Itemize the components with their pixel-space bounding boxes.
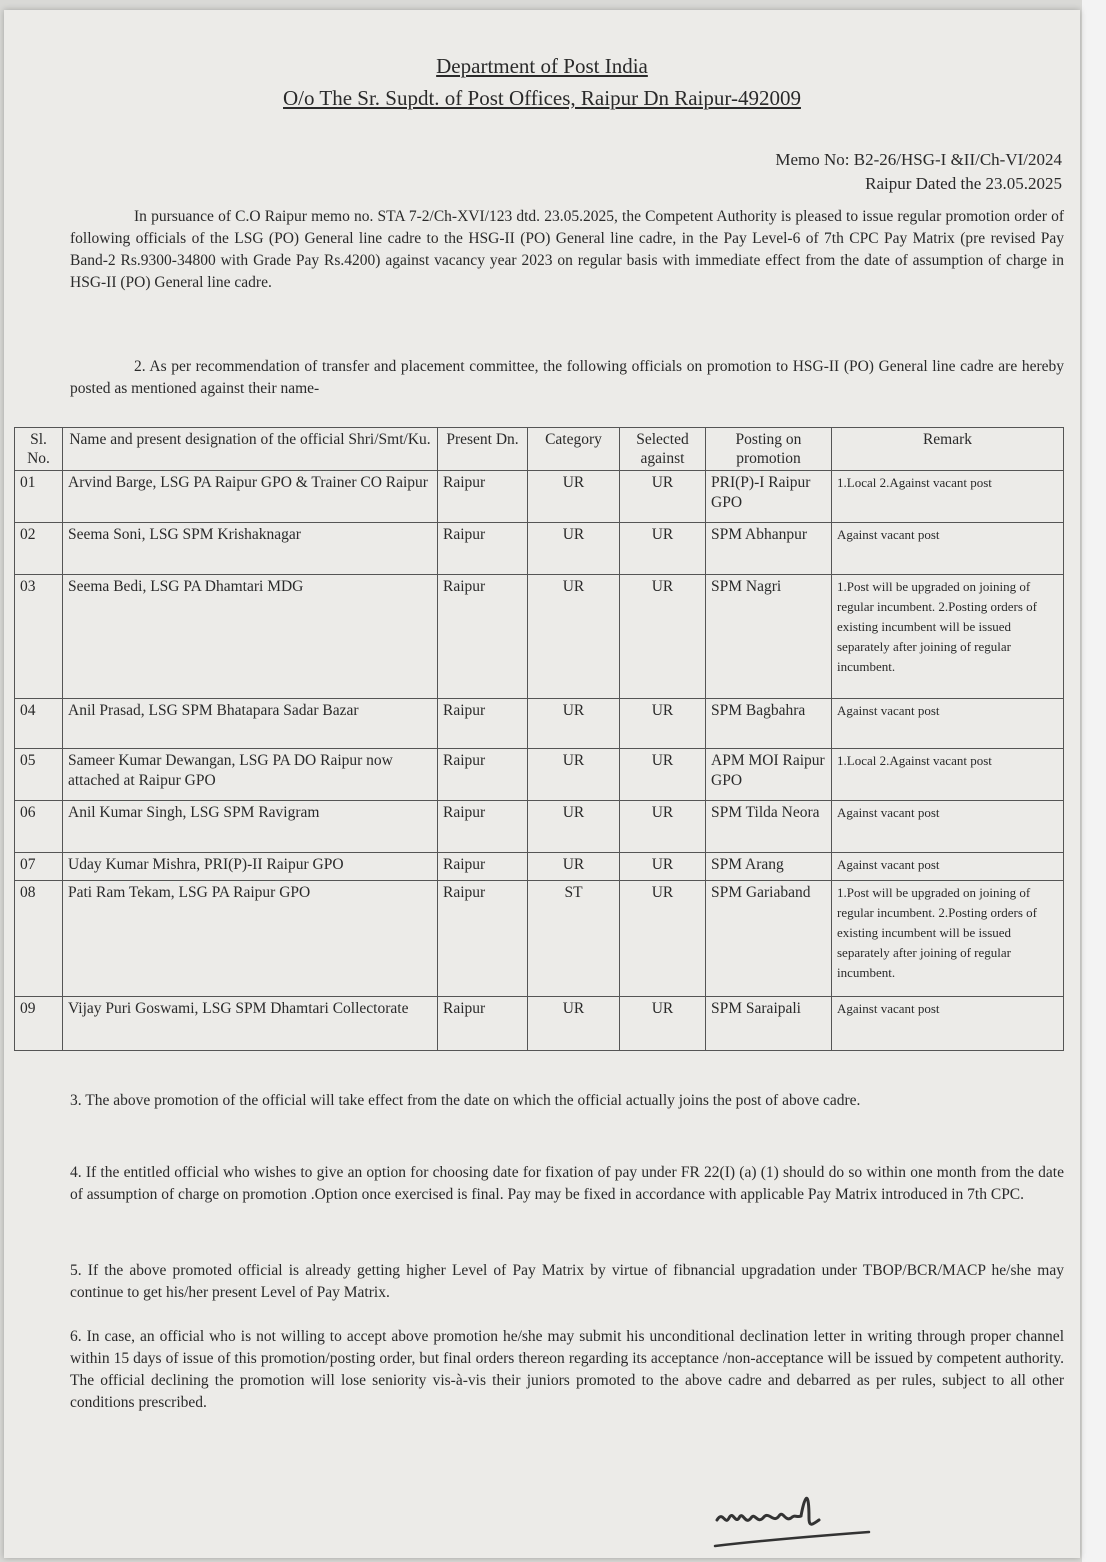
cell-selected: UR bbox=[620, 997, 706, 1051]
cell-dn: Raipur bbox=[438, 523, 528, 575]
cell-dn: Raipur bbox=[438, 699, 528, 749]
memo-number: Memo No: B2-26/HSG-I &II/Ch-VI/2024 bbox=[775, 150, 1062, 169]
cell-sl: 04 bbox=[15, 699, 63, 749]
cell-category: UR bbox=[528, 749, 620, 801]
cell-category: UR bbox=[528, 853, 620, 881]
department-title: Department of Post India bbox=[436, 54, 648, 78]
cell-name: Pati Ram Tekam, LSG PA Raipur GPO bbox=[63, 881, 438, 997]
cell-sl: 07 bbox=[15, 853, 63, 881]
cell-sl: 02 bbox=[15, 523, 63, 575]
col-sl-no: Sl. No. bbox=[15, 428, 63, 471]
table-row bbox=[15, 699, 1064, 749]
cell-name: Anil Prasad, LSG SPM Bhatapara Sadar Bazar bbox=[63, 699, 438, 749]
cell-dn: Raipur bbox=[438, 997, 528, 1051]
office-title: O/o The Sr. Supdt. of Post Offices, Raipur Dn Raipur-492009 bbox=[283, 86, 801, 110]
cell-posting: PRI(P)-I Raipur GPO bbox=[706, 471, 832, 523]
table-row bbox=[15, 749, 1064, 801]
col-present-dn: Present Dn. bbox=[438, 428, 528, 471]
cell-remark: Against vacant post bbox=[832, 997, 1064, 1051]
cell-dn: Raipur bbox=[438, 801, 528, 853]
cell-sl: 03 bbox=[15, 575, 63, 699]
cell-sl: 09 bbox=[15, 997, 63, 1051]
table-row bbox=[15, 523, 1064, 575]
cell-name: Vijay Puri Goswami, LSG SPM Dhamtari Collectorate bbox=[63, 997, 438, 1051]
cell-dn: Raipur bbox=[438, 853, 528, 881]
cell-category: UR bbox=[528, 997, 620, 1051]
paragraph-4: 4. If the entitled official who wishes to give an option for choosing date for fixation of pay under FR 22(I) (a) (1) should do so within one month from the date of assumption of charge on promotion .Option once exercised is final. Pay may be fixed in accordance with applicable Pay Matrix introduced in 7th CPC. bbox=[70, 1164, 1064, 1203]
table-row bbox=[15, 881, 1064, 997]
cell-category: UR bbox=[528, 699, 620, 749]
cell-dn: Raipur bbox=[438, 471, 528, 523]
cell-category: UR bbox=[528, 523, 620, 575]
cell-category: UR bbox=[528, 471, 620, 523]
cell-remark: 1.Post will be upgraded on joining of regular incumbent. 2.Posting orders of existing incumbent will be issued separately after joining of regular incumbent. bbox=[832, 575, 1064, 699]
cell-sl: 01 bbox=[15, 471, 63, 523]
cell-category: UR bbox=[528, 575, 620, 699]
cell-dn: Raipur bbox=[438, 575, 528, 699]
table-row bbox=[15, 853, 1064, 881]
cell-posting: SPM Saraipali bbox=[706, 997, 832, 1051]
cell-name: Anil Kumar Singh, LSG SPM Ravigram bbox=[63, 801, 438, 853]
cell-sl: 05 bbox=[15, 749, 63, 801]
page-edge bbox=[1082, 0, 1106, 1562]
paragraph-2: 2. As per recommendation of transfer and placement committee, the following officials on promotion to HSG-II (PO) General line cadre are hereby posted as mentioned against their name- bbox=[70, 358, 1064, 397]
cell-selected: UR bbox=[620, 881, 706, 997]
cell-selected: UR bbox=[620, 471, 706, 523]
cell-category: UR bbox=[528, 801, 620, 853]
cell-selected: UR bbox=[620, 699, 706, 749]
cell-remark: Against vacant post bbox=[832, 699, 1064, 749]
table-row bbox=[15, 575, 1064, 699]
table-row bbox=[15, 801, 1064, 853]
cell-selected: UR bbox=[620, 749, 706, 801]
table-row bbox=[15, 997, 1064, 1051]
table-row bbox=[15, 471, 1064, 523]
cell-name: Uday Kumar Mishra, PRI(P)-II Raipur GPO bbox=[63, 853, 438, 881]
cell-sl: 06 bbox=[15, 801, 63, 853]
cell-posting: SPM Abhanpur bbox=[706, 523, 832, 575]
cell-dn: Raipur bbox=[438, 749, 528, 801]
promotion-table bbox=[14, 427, 1064, 1051]
cell-posting: SPM Gariaband bbox=[706, 881, 832, 997]
cell-selected: UR bbox=[620, 801, 706, 853]
col-remark: Remark bbox=[832, 428, 1064, 471]
cell-remark: 1.Post will be upgraded on joining of regular incumbent. 2.Posting orders of existing incumbent will be issued separately after joining of regular incumbent. bbox=[832, 881, 1064, 997]
memo-block bbox=[775, 148, 1062, 196]
cell-name: Arvind Barge, LSG PA Raipur GPO & Trainer CO Raipur bbox=[63, 471, 438, 523]
paragraph-3: 3. The above promotion of the official will take effect from the date on which the official actually joins the post of above cadre. bbox=[70, 1092, 861, 1109]
document-page bbox=[4, 10, 1080, 1558]
cell-name: Sameer Kumar Dewangan, LSG PA DO Raipur now attached at Raipur GPO bbox=[63, 749, 438, 801]
cell-remark: 1.Local 2.Against vacant post bbox=[832, 749, 1064, 801]
cell-posting: SPM Bagbahra bbox=[706, 699, 832, 749]
cell-dn: Raipur bbox=[438, 881, 528, 997]
col-posting: Posting on promotion bbox=[706, 428, 832, 471]
paragraph-1: In pursuance of C.O Raipur memo no. STA 7-2/Ch-XVI/123 dtd. 23.05.2025, the Competent Authority is pleased to issue regular promotion order of following officials of the LSG (PO) General line cadre to the HSG-II (PO) General line cadre, in the Pay Level-6 of 7th CPC Pay Matrix (pre revised Pay Band-2 Rs.9300-34800 with Grade Pay Rs.4200) against vacancy year 2023 on regular basis with immediate effect from the date of assumption of charge in HSG-II (PO) General line cadre. bbox=[70, 208, 1064, 291]
cell-posting: SPM Tilda Neora bbox=[706, 801, 832, 853]
handwritten-signature bbox=[709, 1488, 879, 1558]
cell-posting: APM MOI Raipur GPO bbox=[706, 749, 832, 801]
cell-selected: UR bbox=[620, 523, 706, 575]
memo-date: Raipur Dated the 23.05.2025 bbox=[865, 174, 1062, 193]
cell-category: ST bbox=[528, 881, 620, 997]
col-selected-against: Selected against bbox=[620, 428, 706, 471]
cell-selected: UR bbox=[620, 853, 706, 881]
paragraph-5: 5. If the above promoted official is already getting higher Level of Pay Matrix by virtue of fibnancial upgradation under TBOP/BCR/MACP he/she may continue to get his/her present Level of Pay Matrix. bbox=[70, 1262, 1064, 1301]
cell-selected: UR bbox=[620, 575, 706, 699]
cell-remark: Against vacant post bbox=[832, 853, 1064, 881]
cell-sl: 08 bbox=[15, 881, 63, 997]
col-name: Name and present designation of the official Shri/Smt/Ku. bbox=[63, 428, 438, 471]
cell-posting: SPM Nagri bbox=[706, 575, 832, 699]
paragraph-6: 6. In case, an official who is not willing to accept above promotion he/she may submit his unconditional declination letter in writing through proper channel within 15 days of issue of this promotion/posting order, but final orders thereon regarding its acceptance /non-acceptance will be issued by competent authority. The official declining the promotion will lose seniority vis-à-vis their juniors promoted to the above cadre and debarred as per rules, subject to all other conditions prescribed. bbox=[70, 1328, 1064, 1411]
cell-remark: 1.Local 2.Against vacant post bbox=[832, 471, 1064, 523]
cell-remark: Against vacant post bbox=[832, 801, 1064, 853]
cell-remark: Against vacant post bbox=[832, 523, 1064, 575]
cell-posting: SPM Arang bbox=[706, 853, 832, 881]
col-category: Category bbox=[528, 428, 620, 471]
table-header-row bbox=[15, 428, 1064, 471]
cell-name: Seema Soni, LSG SPM Krishaknagar bbox=[63, 523, 438, 575]
cell-name: Seema Bedi, LSG PA Dhamtari MDG bbox=[63, 575, 438, 699]
